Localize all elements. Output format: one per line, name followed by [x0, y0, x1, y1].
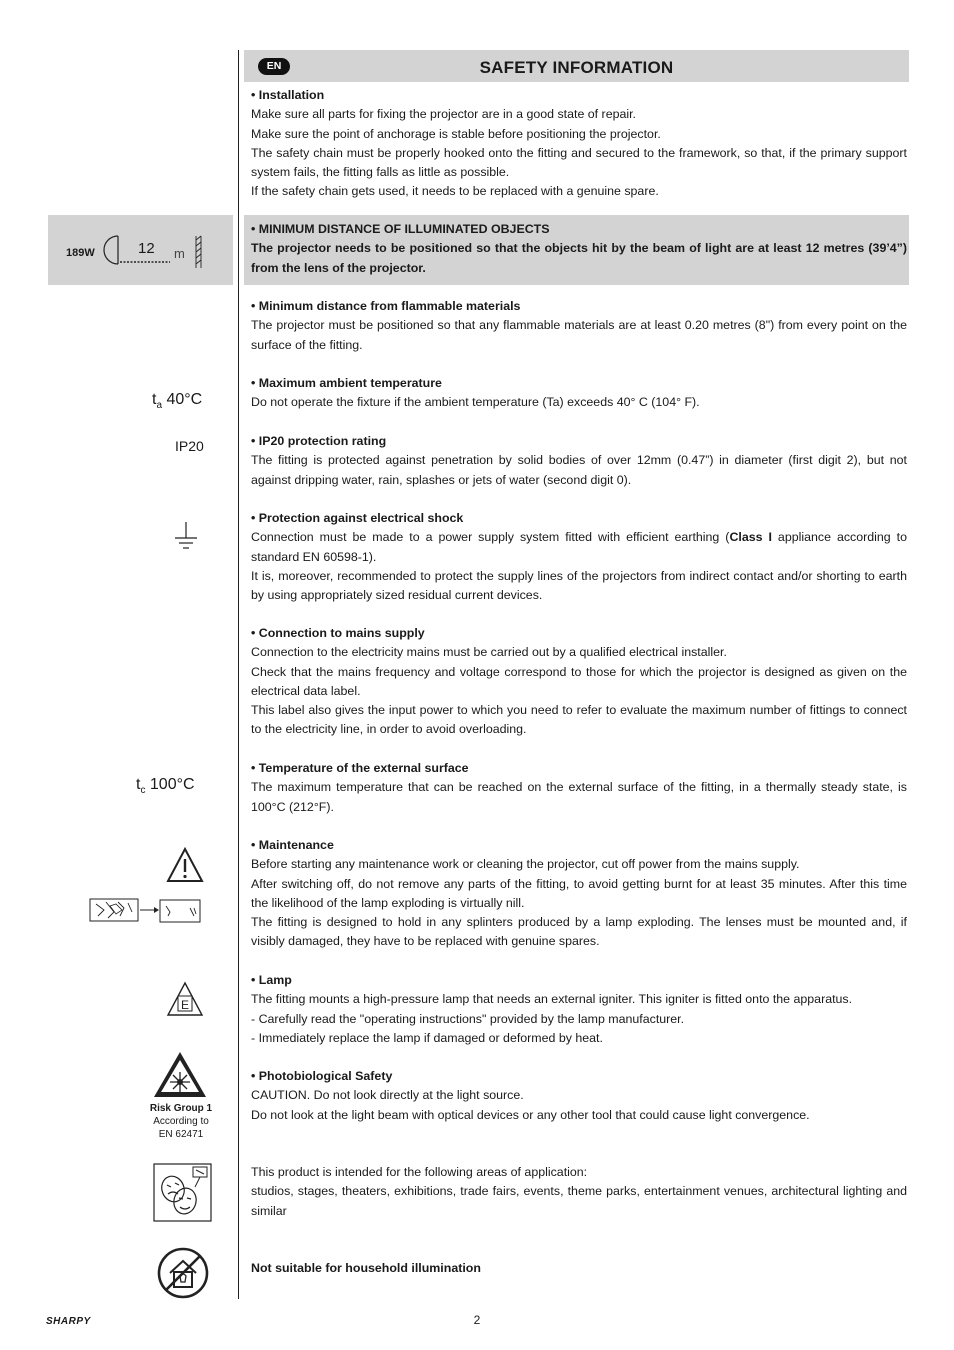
ambient-temp-text: Do not operate the fixture if the ambient temperature (Ta) exceeds 40° C (104° F).	[251, 395, 700, 410]
flammable-text: The projector must be positioned so that any flammable materials are at least 0.20 metres (8") from every point on the surface of the fitting.	[251, 318, 907, 352]
application-section	[251, 1163, 907, 1221]
shock-text-2: It is, moreover, recommended to protect the supply lines of the projectors from indirect contact and/or shorting to earth by using appropriately sized residual current devices.	[251, 568, 907, 603]
temp-t: t	[152, 391, 157, 408]
theater-masks-icon	[153, 1163, 213, 1223]
photobio-heading: • Photobiological Safety	[251, 1069, 393, 1083]
ambient-temp-heading: • Maximum ambient temperature	[251, 376, 442, 390]
class-i-label: Class I	[729, 530, 772, 545]
temp-value: 100°C	[145, 776, 195, 793]
maintenance-heading: • Maintenance	[251, 838, 334, 852]
surface-temp-text: The maximum temperature that can be reached on the external surface of the fitting, in a thermally steady state, is 100°C (212°F).	[251, 780, 907, 814]
wattage-label: 189W	[66, 247, 95, 259]
distance-unit: m	[174, 246, 185, 261]
mains-line: Connection to the electricity mains must be carried out by a qualified electrical installer.	[251, 645, 727, 660]
ambient-temp-symbol	[152, 391, 202, 411]
shock-text-part: Connection must be made to a power supply system fitted with efficient earthing (	[251, 530, 730, 545]
surface-temp-heading: • Temperature of the external surface	[251, 761, 469, 775]
installation-line: Make sure the point of anchorage is stable before positioning the projector.	[251, 126, 661, 141]
lamp-type-icon	[164, 980, 206, 1018]
no-household-icon	[156, 1246, 210, 1300]
lamp-line: - Immediately replace the lamp if damaged or deformed by heat.	[251, 1030, 603, 1045]
brand-logo: SHARPY	[46, 1316, 91, 1327]
household-section	[251, 1259, 907, 1278]
installation-line: Make sure all parts for fixing the projector are in a good state of repair.	[251, 107, 636, 122]
risk-group-title: Risk Group 1	[149, 1103, 213, 1114]
min-distance-heading: • MINIMUM DISTANCE OF ILLUMINATED OBJECTS	[251, 222, 550, 236]
page-number: 2	[473, 1313, 481, 1327]
min-distance-text: The projector needs to be positioned so that the objects hit by the beam of light are at least 12 metres (39’4”) from the lens of the projector.	[251, 241, 907, 275]
maintenance-line: After switching off, do not remove any parts of the fitting, to avoid getting burnt for at least 35 minutes. After this time the likelihood of the lamp exploding is virtually nill.	[251, 876, 907, 910]
installation-line: The safety chain must be properly hooked onto the fitting and secured to the framework, so that, if the primary support system fails, the fitting falls as little as possible.	[251, 145, 907, 180]
maintenance-line: Before starting any maintenance work or cleaning the projector, cut off power from the mains supply.	[251, 857, 800, 872]
earth-ground-icon	[172, 520, 202, 552]
section-header-bar	[244, 50, 909, 82]
surface-temp-symbol	[136, 776, 195, 796]
maintenance-line: The fitting is designed to hold in any splinters produced by a lamp exploding. The lenses must be mounted and, if visibly damaged, they have to be replaced with genuine spares.	[251, 915, 907, 949]
mains-heading: • Connection to mains supply	[251, 626, 425, 640]
mains-line: This label also gives the input power to which you need to refer to evaluate the maximum number of fittings to connect to the electricity line, in order to avoid overloading.	[251, 703, 907, 737]
lamp-line: - Carefully read the "operating instructions" provided by the lamp manufacturer.	[251, 1011, 685, 1026]
temp-sub: c	[140, 785, 146, 797]
warning-icon	[165, 846, 205, 884]
shock-heading: • Protection against electrical shock	[251, 511, 464, 525]
mains-line: Check that the mains frequency and voltage correspond to those for which the projector is designed as given on the electrical data label.	[251, 664, 907, 698]
mains-section	[251, 624, 907, 740]
temp-sub: a	[156, 400, 163, 412]
installation-heading: • Installation	[251, 88, 325, 102]
household-text: Not suitable for household illumination	[251, 1261, 481, 1275]
lamp-heading: • Lamp	[251, 973, 292, 987]
installation-line: If the safety chain gets used, it needs to be replaced with a genuine spare.	[251, 184, 659, 199]
column-divider	[238, 50, 239, 1299]
ip20-heading: • IP20 protection rating	[251, 434, 387, 448]
language-badge: EN	[258, 58, 290, 75]
risk-group-according: According to	[153, 1116, 209, 1127]
temp-value: 40°C	[162, 391, 203, 408]
min-distance-section	[251, 220, 907, 278]
minimum-distance-icon	[100, 232, 210, 272]
risk-group-standard: EN 62471	[158, 1129, 204, 1140]
shock-section	[251, 509, 907, 605]
lamp-line: The fitting mounts a high-pressure lamp that needs an external igniter. This igniter is fitted onto the apparatus.	[251, 992, 853, 1007]
photobio-line: Do not look at the light beam with optical devices or any other tool that could cause light convergence.	[251, 1107, 810, 1122]
page-title: SAFETY INFORMATION	[479, 58, 674, 77]
ambient-temp-section	[251, 374, 907, 413]
surface-temp-section	[251, 759, 907, 817]
temp-t: t	[136, 776, 141, 793]
application-line: studios, stages, theaters, exhibitions, trade fairs, events, theme parks, entertainment venues, architectural lighting and similar	[251, 1184, 907, 1218]
lamp-section	[251, 971, 907, 1048]
maintenance-section	[251, 836, 907, 952]
photobio-section	[251, 1067, 907, 1125]
ip20-text: The fitting is protected against penetration by solid bodies of over 12mm (0.47”) in diameter (first digit 2), but not against dripping water, rain, splashes or jets of water (second digit 0).	[251, 453, 907, 487]
distance-value: 12	[138, 240, 155, 257]
flammable-section	[251, 297, 907, 355]
radiation-warning-icon	[152, 1050, 208, 1100]
lamp-e-letter: E	[180, 998, 190, 1012]
risk-group-label	[140, 1102, 222, 1141]
shock-text	[251, 528, 907, 567]
flammable-heading: • Minimum distance from flammable materials	[251, 299, 521, 313]
shock-text-part: appliance according to standard EN 60598-1).	[251, 530, 908, 564]
ip20-section	[251, 432, 907, 490]
photobio-line: CAUTION. Do not look directly at the light source.	[251, 1088, 524, 1103]
installation-section	[251, 86, 907, 202]
lamp-explosion-icon	[86, 894, 206, 928]
ip20-symbol: IP20	[175, 438, 204, 454]
application-line: This product is intended for the following areas of application:	[251, 1165, 588, 1179]
